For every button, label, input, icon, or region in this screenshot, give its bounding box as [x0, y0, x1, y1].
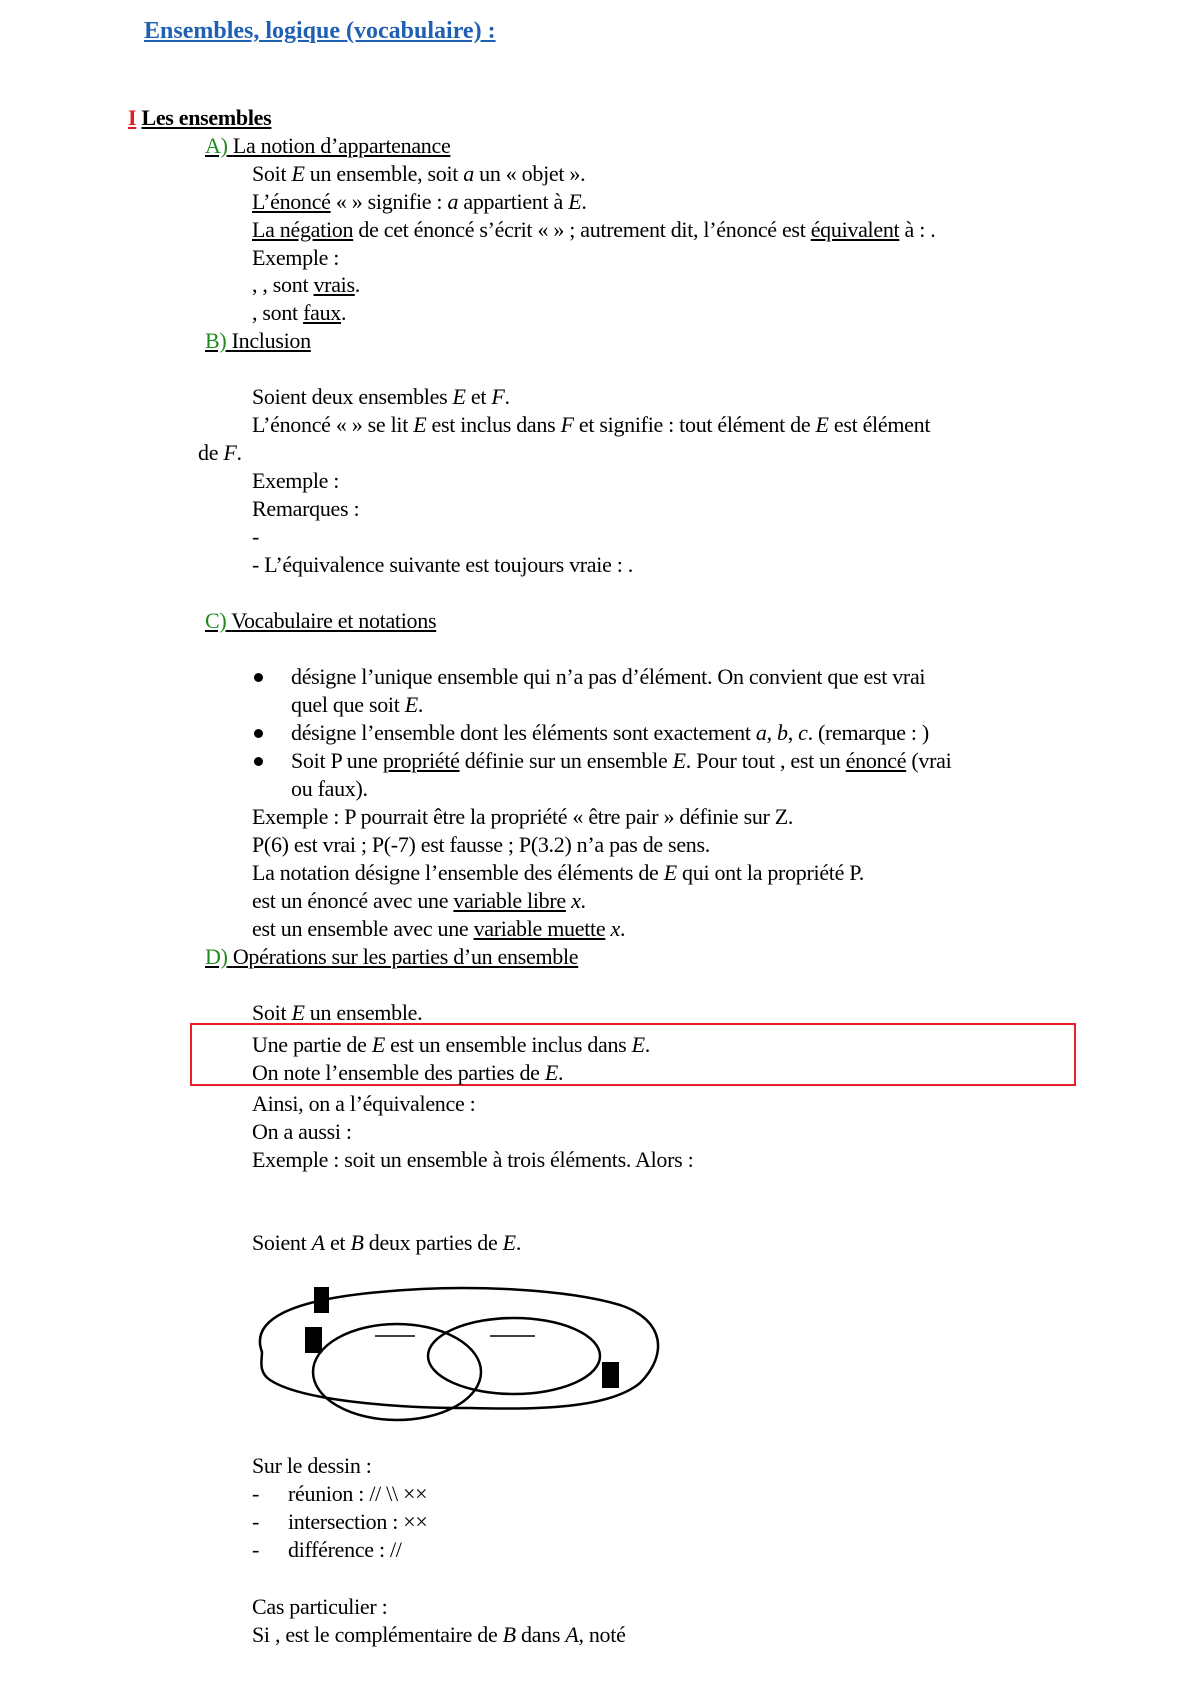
- text-line: L’énoncé « » se lit E est inclus dans F et signifie : tout élément de E est élément: [252, 412, 931, 437]
- text-line: Soient A et B deux parties de E.: [252, 1230, 522, 1255]
- subsection-d-heading: D) Opérations sur les parties d’un ensemble: [205, 944, 579, 969]
- text-line: est un énoncé avec une variable libre x.: [252, 888, 586, 913]
- text-line: Si , est le complémentaire de B dans A, noté: [252, 1622, 626, 1647]
- text-line: Remarques :: [252, 496, 360, 521]
- subsection-b-heading: B) Inclusion: [205, 328, 311, 353]
- text-line: Soit E un ensemble.: [252, 1000, 423, 1025]
- list-dash: -: [252, 1537, 260, 1562]
- text-line: Exemple :: [252, 468, 340, 493]
- text-line: Ainsi, on a l’équivalence :: [252, 1091, 476, 1116]
- list-item: différence : //: [288, 1537, 402, 1562]
- text-line: désigne l’ensemble dont les éléments sont exactement a, b, c. (remarque : ): [291, 720, 929, 745]
- list-dash: -: [252, 1509, 260, 1534]
- list-item: réunion : // \\ ××: [288, 1481, 428, 1506]
- text-line: Soit E un ensemble, soit a un « objet ».: [252, 161, 586, 186]
- list-item: intersection : ××: [288, 1509, 428, 1534]
- section-number: I: [128, 105, 137, 130]
- text-line: -: [252, 524, 260, 549]
- text-line: est un ensemble avec une variable muette x.: [252, 916, 626, 941]
- text-line: quel que soit E.: [291, 692, 424, 717]
- text-line: Une partie de E est un ensemble inclus dans E.: [252, 1032, 650, 1057]
- set-b-ellipse: [428, 1318, 600, 1394]
- text-line: , , sont vrais.: [252, 272, 360, 297]
- text-line: P(6) est vrai ; P(-7) est fausse ; P(3.2) n’a pas de sens.: [252, 832, 710, 857]
- text-line: Sur le dessin :: [252, 1453, 372, 1478]
- text-line: désigne l’unique ensemble qui n’a pas d’élément. On convient que est vrai: [291, 664, 926, 689]
- page-title: Ensembles, logique (vocabulaire) :: [144, 18, 496, 44]
- text-line: ou faux).: [291, 776, 368, 801]
- text-line: On a aussi :: [252, 1119, 352, 1144]
- text-line: La notation désigne l’ensemble des éléments de E qui ont la propriété P.: [252, 860, 864, 885]
- label-b-marker: [602, 1362, 619, 1388]
- subsection-a-heading: A) La notion d’appartenance: [205, 133, 451, 158]
- text-line: Exemple :: [252, 245, 340, 270]
- text-line: Soient deux ensembles E et F.: [252, 384, 510, 409]
- text-line: de F.: [198, 440, 242, 465]
- text-line: Soit P une propriété définie sur un ensemble E. Pour tout , est un énoncé (vrai: [291, 748, 952, 773]
- label-e-marker: [314, 1287, 329, 1313]
- text-line: L’énoncé « » signifie : a appartient à E.: [252, 189, 587, 214]
- subsection-c-heading: C) Vocabulaire et notations: [205, 608, 437, 633]
- text-line: , sont faux.: [252, 300, 347, 325]
- text-line: Exemple : soit un ensemble à trois éléments. Alors :: [252, 1147, 694, 1172]
- label-a-marker: [305, 1327, 322, 1353]
- text-line: - L’équivalence suivante est toujours vraie : .: [252, 552, 633, 577]
- text-line: La négation de cet énoncé s’écrit « » ; autrement dit, l’énoncé est équivalent à : .: [252, 217, 936, 242]
- text-line: On note l’ensemble des parties de E.: [252, 1060, 564, 1085]
- section-label: Les ensembles: [141, 105, 272, 130]
- list-dash: -: [252, 1481, 260, 1506]
- text-line: Exemple : P pourrait être la propriété « être pair » définie sur Z.: [252, 804, 794, 829]
- text-line: Cas particulier :: [252, 1594, 388, 1619]
